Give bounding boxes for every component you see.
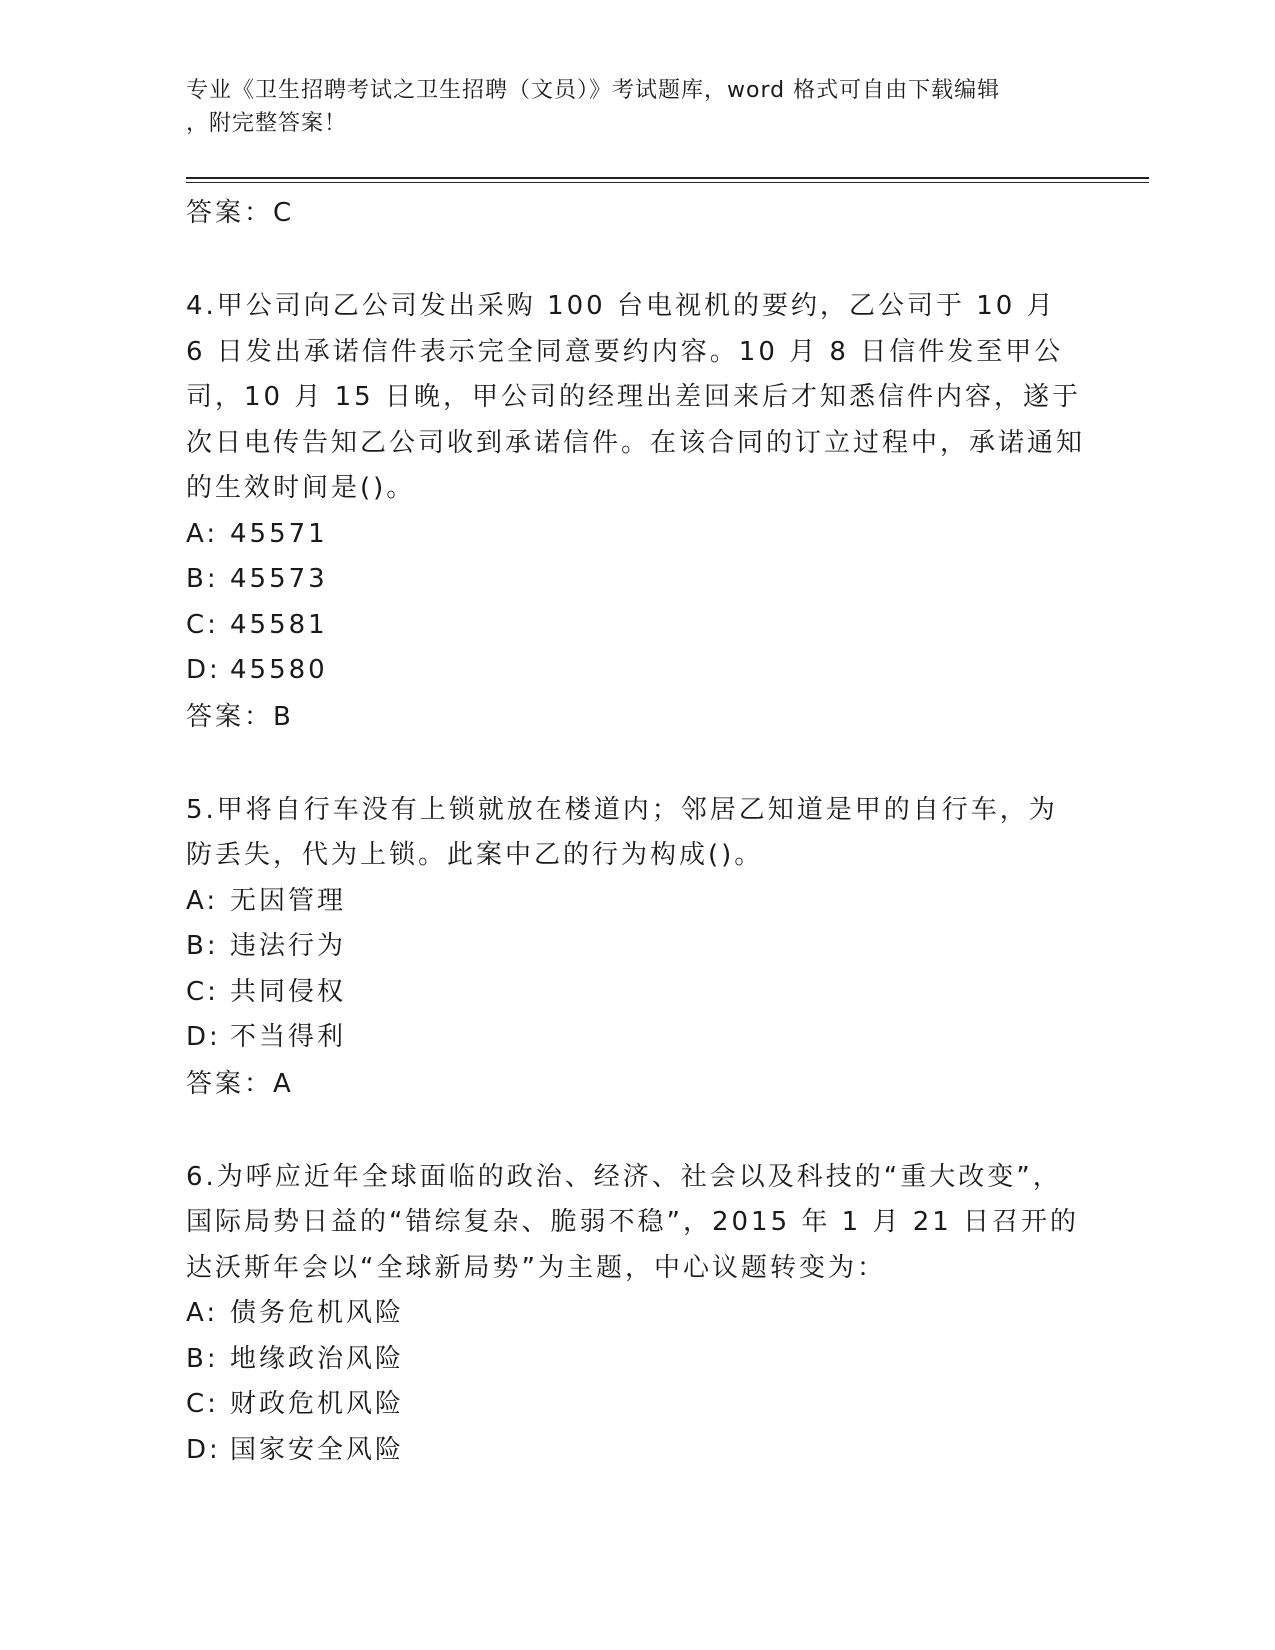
header-divider-thin xyxy=(186,182,1149,183)
header-line-2: ，附完整答案！ xyxy=(186,111,348,136)
option-letter: A: xyxy=(186,518,219,549)
option-letter: C: xyxy=(186,609,219,640)
question-5 xyxy=(186,788,1086,1107)
page-header xyxy=(186,74,1066,140)
answer: 答案：B xyxy=(186,701,294,732)
option-b xyxy=(186,557,1086,603)
option-letter: D: xyxy=(186,1434,221,1465)
option-c xyxy=(186,603,1086,649)
option-c xyxy=(186,1382,1086,1428)
option-a xyxy=(186,1291,1086,1337)
option-letter: B: xyxy=(186,1343,219,1374)
option-text: 财政危机风险 xyxy=(230,1389,405,1419)
option-text: 无因管理 xyxy=(230,885,347,916)
option-d xyxy=(186,1428,1086,1474)
option-text: 国家安全风险 xyxy=(230,1434,405,1465)
option-letter: C: xyxy=(186,1389,219,1419)
option-c xyxy=(186,970,1086,1016)
option-b xyxy=(186,924,1086,970)
option-text: 45573 xyxy=(230,564,328,594)
previous-answer: 答案：C xyxy=(186,198,295,228)
option-d xyxy=(186,1015,1086,1061)
question-text: 5.甲将自行车没有上锁就放在楼道内；邻居乙知道是甲的自行车，为防丢失，代为上锁。此案中乙的行为构成()。 xyxy=(186,794,1058,870)
option-text: 45581 xyxy=(230,609,328,640)
option-b xyxy=(186,1337,1086,1383)
header-line-1: 专业《卫生招聘考试之卫生招聘（文员）》考试题库，word 格式可自由下载编辑 xyxy=(186,78,1001,103)
option-text: 45580 xyxy=(230,655,328,685)
option-text: 共同侵权 xyxy=(230,976,347,1007)
option-letter: D: xyxy=(186,1022,221,1052)
option-a xyxy=(186,879,1086,925)
option-letter: B: xyxy=(186,564,219,594)
question-text: 4.甲公司向乙公司发出采购 100 台电视机的要约，乙公司于 10 月 6 日发出承诺信件表示完全同意要约内容。10 月 8 日信件发至甲公司，10 月 15 日晚，甲公司的经理出差回来后才知悉信件内容，遂于次日电传告知乙公司收到承诺信件。在该合同的订立过程中，承诺通知的生效时间是()。 xyxy=(186,291,1086,503)
option-letter: C: xyxy=(186,976,219,1007)
question-4 xyxy=(186,284,1086,740)
option-letter: A: xyxy=(186,885,219,916)
option-text: 债务危机风险 xyxy=(230,1298,405,1328)
option-d xyxy=(186,648,1086,694)
question-list xyxy=(186,190,1086,1473)
option-text: 45571 xyxy=(230,518,328,549)
option-letter: B: xyxy=(186,931,219,961)
option-letter: D: xyxy=(186,655,221,685)
question-text: 6.为呼应近年全球面临的政治、经济、社会以及科技的“重大改变”，国际局势日益的“错综复杂、脆弱不稳”，2015 年 1 月 21 日召开的达沃斯年会以“全球新局势”为主题，中心议题转变为： xyxy=(186,1161,1080,1283)
header-divider-thick xyxy=(186,177,1149,179)
answer: 答案：A xyxy=(186,1068,294,1099)
option-letter: A: xyxy=(186,1298,219,1328)
option-text: 不当得利 xyxy=(230,1022,347,1052)
option-text: 地缘政治风险 xyxy=(230,1343,405,1374)
option-text: 违法行为 xyxy=(230,931,347,961)
question-6 xyxy=(186,1155,1086,1474)
option-a xyxy=(186,512,1086,558)
